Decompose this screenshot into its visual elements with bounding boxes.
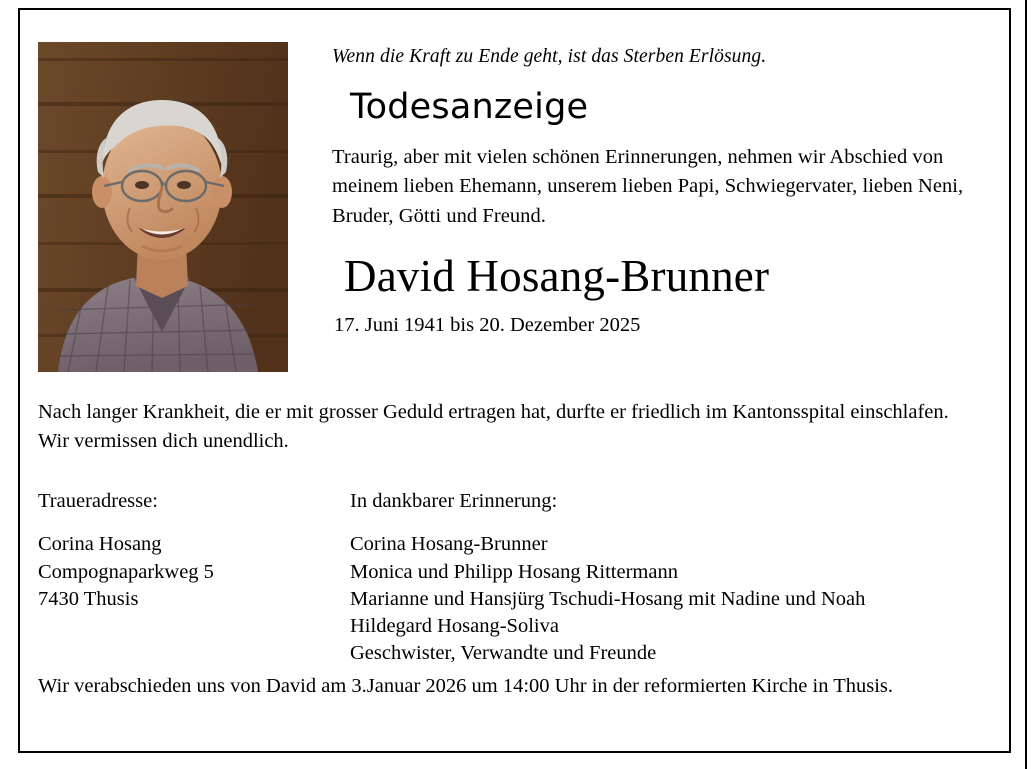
deceased-name: David Hosang-Brunner (344, 250, 770, 301)
header-block (332, 44, 982, 337)
illness-paragraph: Nach langer Krankheit, die er mit grosser Geduld ertragen hat, durfte er friedlich im Kantonsspital einschlafen. Wir vermissen dich unendlich. (38, 401, 949, 453)
obituary-inner (20, 10, 1009, 751)
page-edge-sliver (1025, 0, 1033, 769)
mourning-address-column (38, 488, 338, 613)
mourning-address-heading: Traueradresse: (38, 490, 158, 512)
obituary-notice-card (18, 8, 1011, 753)
in-memory-line: Monica und Philipp Hosang Rittermann (350, 560, 678, 583)
in-memory-column (350, 488, 990, 668)
life-dates: 17. Juni 1941 bis 20. Dezember 2025 (334, 313, 641, 336)
intro-paragraph: Traurig, aber mit vielen schönen Erinnerungen, nehmen wir Abschied von meinem lieben Ehemann, unserem lieben Papi, Schwiegervater, lieben Neni, Bruder, Götti und Freund. (332, 146, 964, 227)
farewell-paragraph: Wir verabschieden uns von David am 3.Januar 2026 um 14:00 Uhr in der reformierten Kirche in Thusis. (38, 675, 894, 697)
portrait-photo (38, 42, 288, 372)
in-memory-line: Geschwister, Verwandte und Freunde (350, 642, 657, 665)
mourning-address-line: Corina Hosang (38, 533, 162, 556)
in-memory-line: Hildegard Hosang-Soliva (350, 615, 559, 637)
in-memory-line: Corina Hosang-Brunner (350, 533, 548, 556)
in-memory-heading: In dankbarer Erinnerung: (350, 490, 558, 512)
mourning-address-line: Compognaparkweg 5 (38, 560, 214, 583)
in-memory-line: Marianne und Hansjürg Tschudi-Hosang mit Nadine und Noah (350, 587, 866, 610)
mourning-address-line: 7430 Thusis (38, 587, 139, 610)
motto-text: Wenn die Kraft zu Ende geht, ist das Sterben Erlösung. (332, 46, 767, 67)
portrait-photo-graphic (38, 42, 288, 372)
page-title: Todesanzeige (350, 87, 589, 128)
